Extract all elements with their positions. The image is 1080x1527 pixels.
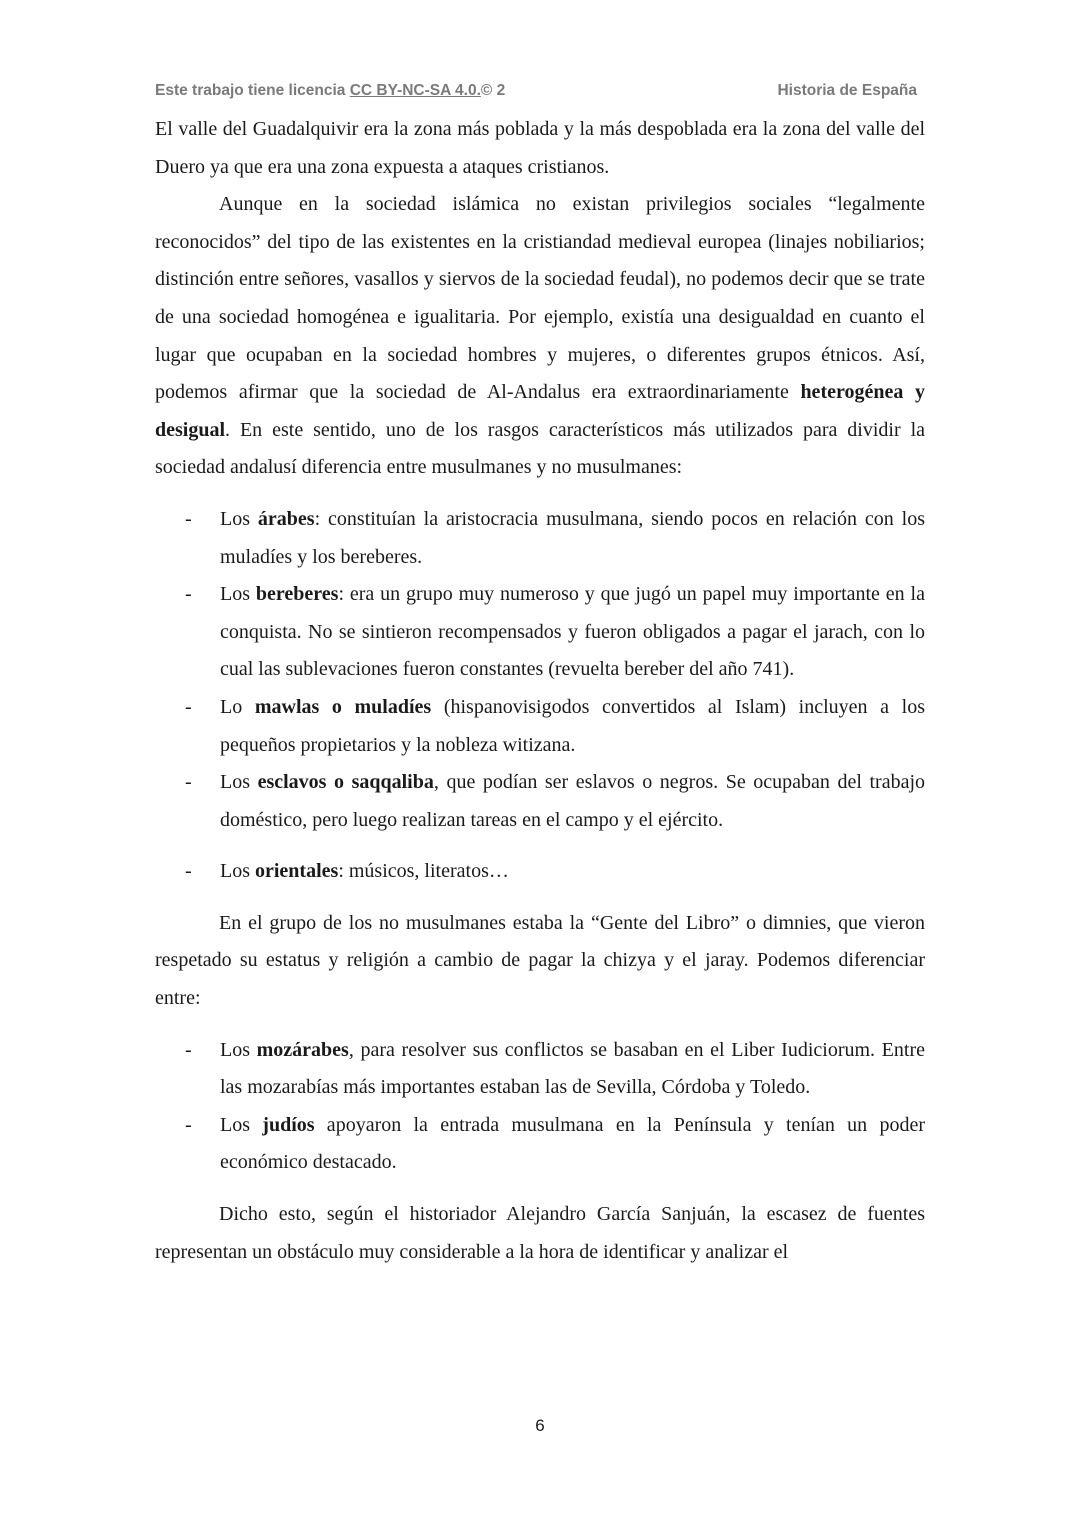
document-body — [155, 111, 925, 1271]
subject-title: Historia de España — [777, 82, 917, 99]
item-text: , que podían ser eslavos o negros. Se ocupaban del trabajo doméstico, pero luego realizan tareas en el campo y el ejército. — [220, 771, 926, 831]
item-prefix: Los — [220, 1113, 263, 1136]
dash-marker: - — [185, 860, 192, 883]
non-muslim-groups-list — [155, 1032, 925, 1182]
item-text: : era un grupo muy numeroso y que jugó un papel muy importante en la conquista. No se sintieron recompensados y fueron obligados a pagar el jarach, con lo cual las sublevaciones fueron constantes (revuelta bereber del año 741). — [220, 583, 925, 681]
dash-marker: - — [185, 771, 192, 794]
paragraph-society — [155, 186, 925, 487]
list-item — [155, 764, 925, 839]
list-item — [155, 576, 925, 689]
page-header — [155, 82, 917, 100]
paragraph-guadalquivir — [155, 111, 925, 186]
dash-marker: - — [185, 1038, 192, 1061]
list-item — [155, 689, 925, 764]
item-prefix: Lo — [220, 695, 255, 718]
item-term: mawlas o muladíes — [254, 695, 432, 718]
dash-marker: - — [185, 507, 192, 530]
page-number: 6 — [535, 1416, 545, 1435]
item-prefix: Los — [220, 771, 258, 794]
item-prefix: Los — [220, 860, 255, 883]
license-suffix: © 2 — [480, 82, 506, 99]
list-item — [155, 1032, 925, 1107]
list-item — [155, 1107, 925, 1182]
item-prefix: Los — [220, 583, 256, 606]
paragraph-non-muslims: En el grupo de los no musulmanes estaba la “Gente del Libro” o dimnies, que vieron respetado su estatus y religión a cambio de pagar la chizya y el jaray. Podemos diferenciar entre: — [155, 911, 925, 1010]
eastern-group-list — [155, 853, 925, 891]
item-text: : músicos, literatos… — [338, 860, 509, 883]
muslim-groups-list — [155, 501, 925, 839]
item-term: esclavos o saqqaliba — [257, 771, 434, 794]
dash-marker: - — [185, 695, 192, 718]
paragraph-text: . En este sentido, uno de los rasgos característicos más utilizados para dividir la sociedad andalusí diferencia entre musulmanes y no musulmanes: — [155, 418, 925, 479]
list-item — [155, 501, 925, 576]
list-item — [155, 853, 925, 891]
paragraph-text: Aunque en la sociedad islámica no existan privilegios sociales “legalmente reconocidos” del tipo de las existentes en la cristiandad medieval europea (linajes nobiliarios; distinción entre señores, vasallos y siervos de la sociedad feudal), no podemos decir que se trate de una sociedad homogénea e igualitaria. Por ejemplo, existía una desigualdad en cuanto el lugar que ocupaban en la sociedad hombres y mujeres, o diferentes grupos étnicos. Así, podemos afirmar que la sociedad de Al-Andalus era extraordinariamente — [155, 193, 925, 404]
item-term: bereberes — [255, 583, 339, 606]
license-notice — [155, 82, 505, 100]
bold-term: heterogénea y desigual — [155, 381, 925, 441]
paragraph-line: El valle del Guadalquivir era la zona más poblada y la más despoblada era la zona del — [155, 118, 851, 140]
item-term: mozárabes — [256, 1038, 349, 1061]
item-text: : constituían la aristocracia musulmana, siendo pocos en relación con los muladíes y los bereberes. — [220, 507, 926, 568]
item-term: orientales — [255, 860, 339, 883]
item-prefix: Los — [220, 1038, 257, 1061]
item-prefix: Los — [220, 507, 258, 530]
item-text: apoyaron la entrada musulmana en la Península y tenían un poder económico destacado. — [220, 1113, 926, 1174]
dash-marker: - — [185, 1113, 192, 1136]
paragraph-sources: Dicho esto, según el historiador Alejandro García Sanjuán, la escasez de fuentes representan un obstáculo muy considerable a la hora de identificar y analizar el — [155, 1203, 925, 1263]
license-link[interactable]: CC BY-NC-SA 4.0. — [349, 82, 481, 99]
item-text: (hispanovisigodos convertidos al Islam) incluyen a los pequeños propietarios y la nobleza witizana. — [220, 695, 926, 756]
item-term: judíos — [262, 1113, 315, 1136]
item-term: árabes — [257, 507, 315, 530]
license-prefix: Este trabajo tiene licencia — [155, 82, 350, 99]
paragraph-line: valle del Duero ya que era una zona expuesta a ataques cristianos. — [155, 118, 925, 178]
dash-marker: - — [185, 583, 192, 606]
item-text: , para resolver sus conflictos se basaban en el Liber Iudiciorum. Entre las mozarabías más importantes estaban las de Sevilla, Córdoba y Toledo. — [220, 1038, 925, 1099]
